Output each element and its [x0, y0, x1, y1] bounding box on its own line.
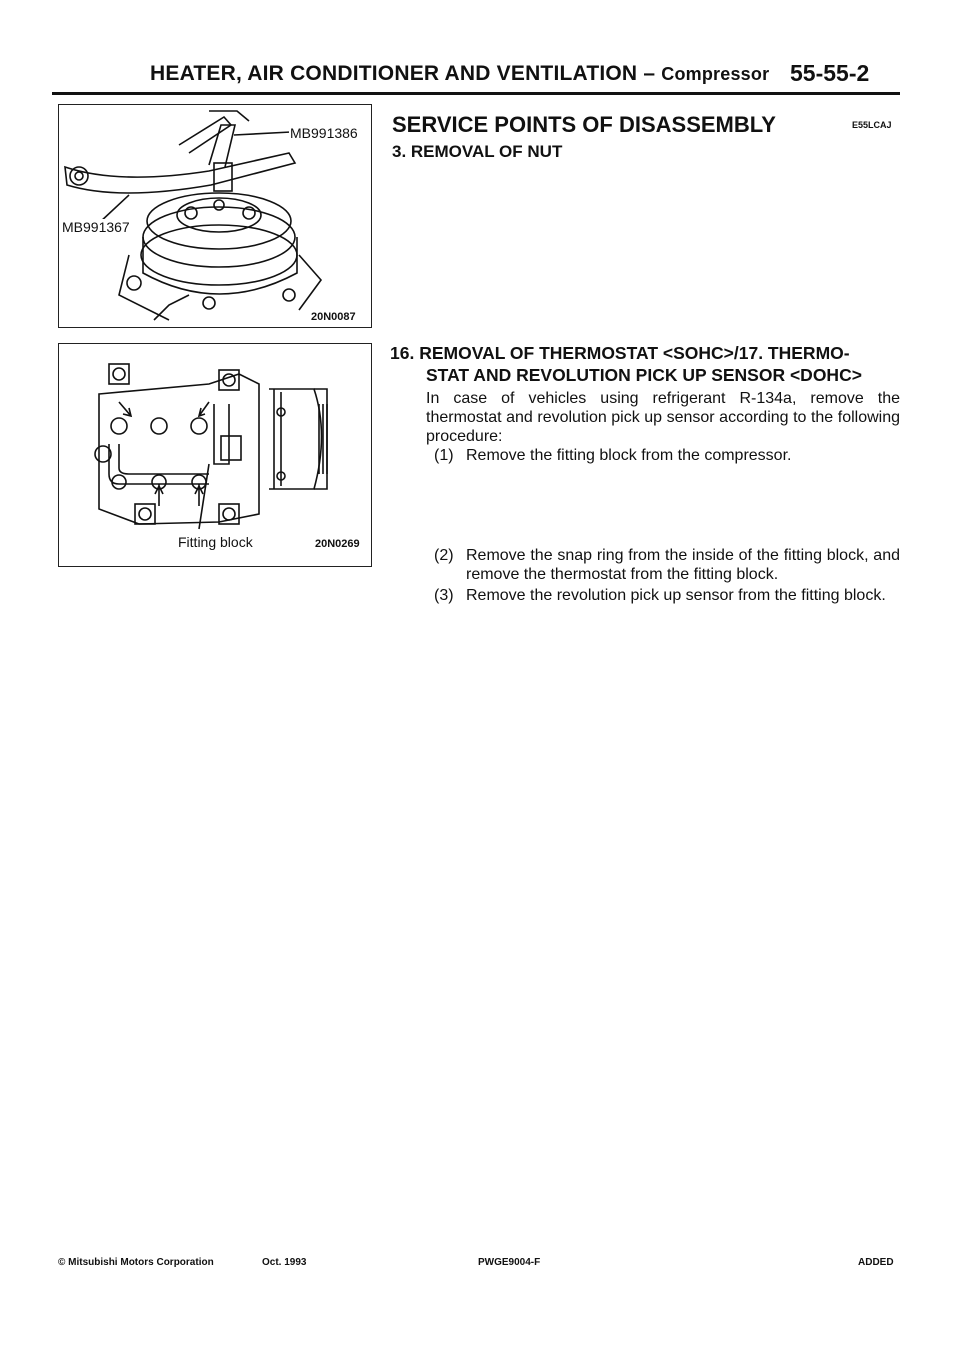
- fitting-block-label: Fitting block: [178, 534, 253, 550]
- footer-status: ADDED: [858, 1257, 894, 1268]
- figure-nut-removal: [58, 104, 372, 328]
- header-rule: [52, 92, 900, 95]
- figure-code: 20N0087: [311, 311, 356, 323]
- section-title: SERVICE POINTS OF DISASSEMBLY: [392, 112, 776, 137]
- step-16-heading: [390, 342, 900, 386]
- footer-doc-code: PWGE9004-F: [478, 1257, 541, 1268]
- item-text: Remove the revolution pick up sensor from the fitting block.: [466, 587, 886, 604]
- item-number: (2): [434, 547, 454, 564]
- item-text: Remove the fitting block from the compressor.: [466, 447, 792, 464]
- step-16-heading-line2: STAT AND REVOLUTION PICK UP SENSOR <DOHC>: [426, 365, 862, 385]
- header-dash: –: [637, 62, 662, 85]
- footer-copyright: © Mitsubishi Motors Corporation: [58, 1257, 214, 1268]
- section-code: E55LCAJ: [852, 120, 892, 130]
- header-title-text: HEATER, AIR CONDITIONER AND VENTILATION: [150, 62, 638, 85]
- step-16-heading-line1: 16. REMOVAL OF THERMOSTAT <SOHC>/17. THERMO-: [390, 343, 850, 363]
- fitting-block-illustration: [59, 344, 371, 566]
- tool-label-mb991386: MB991386: [290, 125, 358, 141]
- page-header-title: [150, 62, 769, 86]
- procedure-item: [434, 586, 900, 605]
- item-number: (3): [434, 587, 454, 604]
- footer-date: Oct. 1993: [262, 1257, 307, 1268]
- page-number: 55-55-2: [790, 60, 870, 86]
- header-subtitle: Compressor: [661, 64, 770, 84]
- figure-fitting-block: [58, 343, 372, 567]
- item-number: (1): [434, 447, 454, 464]
- procedure-item: [434, 546, 900, 584]
- tool-label-mb991367: MB991367: [62, 219, 130, 235]
- item-text: Remove the snap ring from the inside of the fitting block, and remove the thermostat from the fitting block.: [466, 547, 900, 583]
- step-3-heading: 3. REMOVAL OF NUT: [392, 142, 563, 161]
- figure-code: 20N0269: [315, 538, 360, 550]
- intro-paragraph: In case of vehicles using refrigerant R-134a, remove the thermostat and revolution pick up sensor according to the following procedure:: [426, 390, 900, 445]
- procedure-item: [434, 446, 900, 465]
